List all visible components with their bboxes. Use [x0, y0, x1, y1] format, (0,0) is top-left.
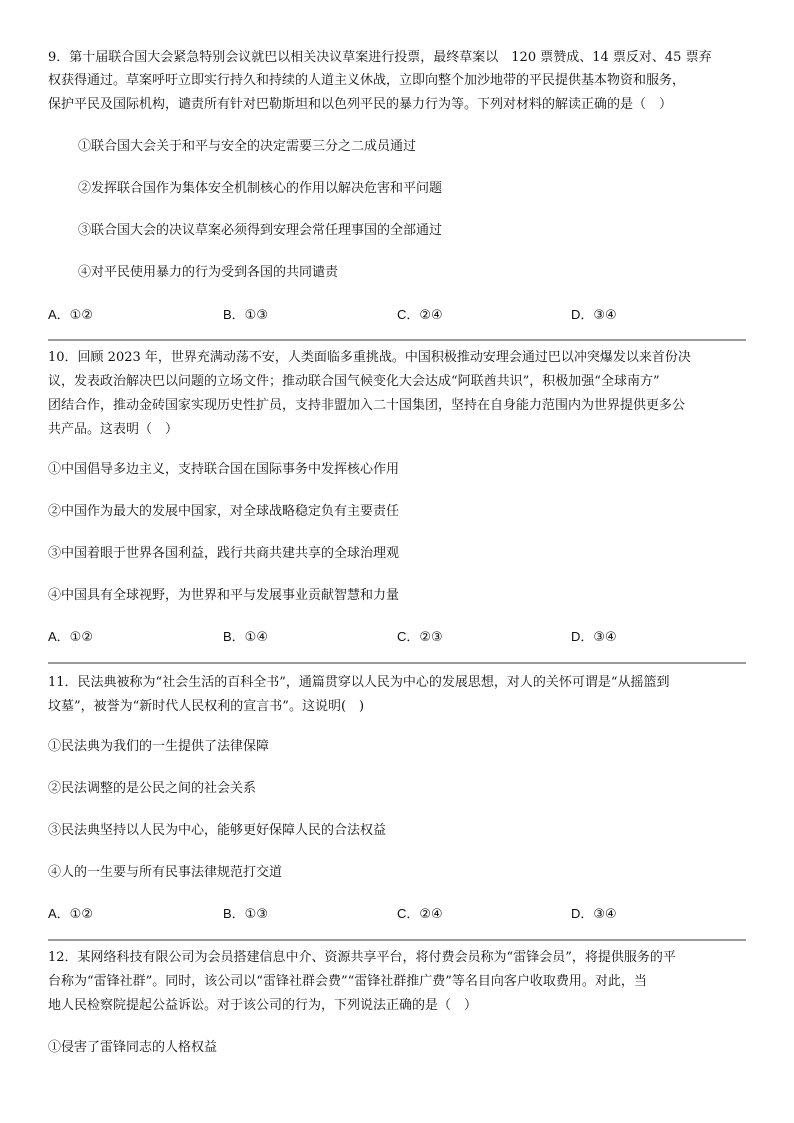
question-divider — [48, 339, 746, 341]
choice-b[interactable]: B．①③ — [223, 307, 268, 323]
choice-a[interactable]: A．①② — [48, 906, 93, 922]
statement-option: ③民法典坚持以人民为中心，能够更好保障人民的合法权益 — [48, 823, 387, 838]
statement-option: ④中国具有全球视野，为世界和平与发展事业贡献智慧和力量 — [48, 588, 400, 603]
statement-option: ③中国着眼于世界各国利益，践行共商共建共享的全球治理观 — [48, 546, 400, 561]
answer-choices — [48, 627, 748, 647]
statement-option: ①侵害了雷锋同志的人格权益 — [48, 1040, 218, 1055]
question-stem-line: 团结合作，推动金砖国家实现历史性扩员，支持非盟加入二十国集团，坚持在自身能力范围内为世界提供更多公 — [48, 398, 686, 413]
choice-c[interactable]: C．②③ — [397, 629, 443, 645]
question-stem-line: 9．第十届联合国大会紧急特别会议就巴以相关决议草案进行投票，最终草案以 120 票赞成、14 票反对、45 票弃 — [48, 50, 712, 65]
statement-option: ②发挥联合国作为集体安全机制核心的作用以解决危害和平问题 — [78, 181, 443, 196]
question-stem-line: 地人民检察院提起公益诉讼。对于该公司的行为，下列说法正确的是（ ） — [48, 998, 478, 1013]
statement-option: ②民法调整的是公民之间的社会关系 — [48, 781, 257, 796]
question-stem-line: 10．回顾 2023 年，世界充满动荡不安，人类面临多重挑战。中国积极推动安理会通过巴以冲突爆发以来首份决 — [48, 350, 691, 365]
choice-d[interactable]: D．③④ — [571, 629, 617, 645]
choice-a[interactable]: A．①② — [48, 307, 93, 323]
question-stem-line: 11．民法典被称为“社会生活的百科全书”，通篇贯穿以人民为中心的发展思想，对人的关怀可谓是“从摇篮到 — [48, 675, 670, 690]
statement-option: ①联合国大会关于和平与安全的决定需要三分之二成员通过 — [78, 139, 417, 154]
choice-b[interactable]: B．①④ — [223, 629, 268, 645]
choice-d[interactable]: D．③④ — [571, 307, 617, 323]
choice-d[interactable]: D．③④ — [571, 906, 617, 922]
question-stem-line: 12．某网络科技有限公司为会员搭建信息中介、资源共享平台，将付费会员称为“雷锋会员”，将提供服务的平 — [48, 950, 676, 965]
answer-choices — [48, 904, 748, 924]
statement-option: ③联合国大会的决议草案必须得到安理会常任理事国的全部通过 — [78, 223, 443, 238]
statement-option: ④人的一生要与所有民事法律规范打交道 — [48, 865, 283, 880]
choice-a[interactable]: A．①② — [48, 629, 93, 645]
question-stem-line: 议，发表政治解决巴以问题的立场文件；推动联合国气候变化大会达成“阿联酋共识”，积极加强“全球南方” — [48, 374, 660, 389]
question-stem-line: 坟墓”，被誉为“新时代人民权利的宣言书”。这说明( ) — [48, 699, 365, 714]
question-stem-line: 共产品。这表明（ ） — [48, 422, 179, 437]
choice-c[interactable]: C．②④ — [397, 906, 443, 922]
question-stem-line: 保护平民及国际机构，谴责所有针对巴勒斯坦和以色列平民的暴力行为等。下列对材料的解读正确的是（ ） — [48, 97, 673, 112]
choice-c[interactable]: C．②④ — [397, 307, 443, 323]
statement-option: ④对平民使用暴力的行为受到各国的共同谴责 — [78, 265, 339, 280]
question-divider — [48, 662, 746, 664]
statement-option: ①民法典为我们的一生提供了法律保障 — [48, 739, 270, 754]
question-divider — [48, 939, 746, 941]
answer-choices — [48, 305, 748, 325]
question-stem-line: 权获得通过。草案呼吁立即实行持久和持续的人道主义休战，立即向整个加沙地带的平民提供基本物资和服务， — [48, 73, 686, 88]
choice-b[interactable]: B．①③ — [223, 906, 268, 922]
statement-option: ①中国倡导多边主义，支持联合国在国际事务中发挥核心作用 — [48, 462, 400, 477]
statement-option: ②中国作为最大的发展中国家，对全球战略稳定负有主要责任 — [48, 504, 400, 519]
question-stem-line: 台称为“雷锋社群”。同时，该公司以“雷锋社群会费”“雷锋社群推广费”等名目向客户收取费用。对此，当 — [48, 974, 647, 989]
